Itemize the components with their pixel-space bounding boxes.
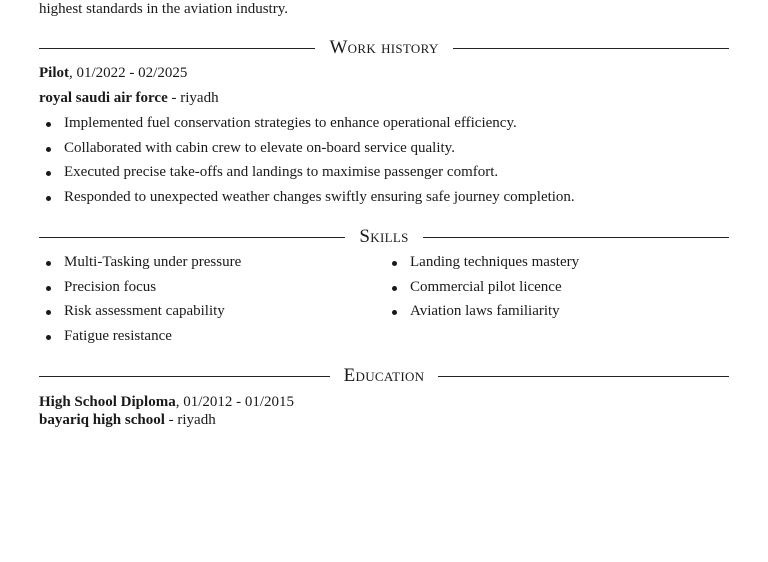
- job-dates: , 01/2022 - 02/2025: [69, 65, 188, 81]
- degree-dates: , 01/2012 - 01/2015: [175, 394, 295, 410]
- skill-item: Landing techniques mastery: [385, 253, 579, 278]
- skill-item: Precision focus: [39, 278, 241, 303]
- job-title: Pilot: [39, 65, 69, 81]
- skill-item: Commercial pilot licence: [385, 278, 579, 303]
- skill-item: Risk assessment capability: [39, 302, 241, 327]
- heading-rule-right: [438, 376, 729, 377]
- employer-location: - riyadh: [167, 90, 219, 106]
- school-line: [39, 411, 216, 430]
- school-location: - riyadh: [164, 412, 216, 428]
- skills-list-left: [39, 253, 241, 351]
- job-bullet: Implemented fuel conservation strategies to enhance operational efficiency.: [39, 114, 575, 139]
- degree-name: High School Diploma: [39, 394, 176, 410]
- heading-rule-left: [39, 48, 315, 49]
- skills-list-right: [385, 253, 579, 327]
- school-name: bayariq high school: [39, 412, 165, 428]
- heading-rule-left: [39, 376, 330, 377]
- heading-rule-left: [39, 237, 345, 238]
- skill-item: Fatigue resistance: [39, 327, 241, 352]
- skill-item: Multi-Tasking under pressure: [39, 253, 241, 278]
- job-bullet: Collaborated with cabin crew to elevate on-board service quality.: [39, 139, 575, 164]
- degree-line: [39, 393, 294, 412]
- job-title-line: [39, 64, 187, 83]
- work-history-title: Work history: [329, 37, 439, 58]
- job-bullet: Executed precise take-offs and landings to maximise passenger comfort.: [39, 163, 575, 188]
- summary-text: highest standards in the aviation industry.: [39, 1, 288, 17]
- skill-item: Aviation laws familiarity: [385, 302, 579, 327]
- skills-title: Skills: [359, 226, 409, 247]
- work-history-heading: [39, 38, 729, 58]
- heading-rule-right: [423, 237, 729, 238]
- heading-rule-right: [453, 48, 729, 49]
- employer-line: [39, 89, 219, 108]
- employer-name: royal saudi air force: [39, 90, 168, 106]
- education-title: Education: [343, 365, 425, 386]
- skills-heading: [39, 227, 729, 247]
- job-bullet: Responded to unexpected weather changes swiftly ensuring safe journey completion.: [39, 188, 575, 213]
- education-heading: [39, 366, 729, 386]
- job-bullet-list: [39, 114, 575, 212]
